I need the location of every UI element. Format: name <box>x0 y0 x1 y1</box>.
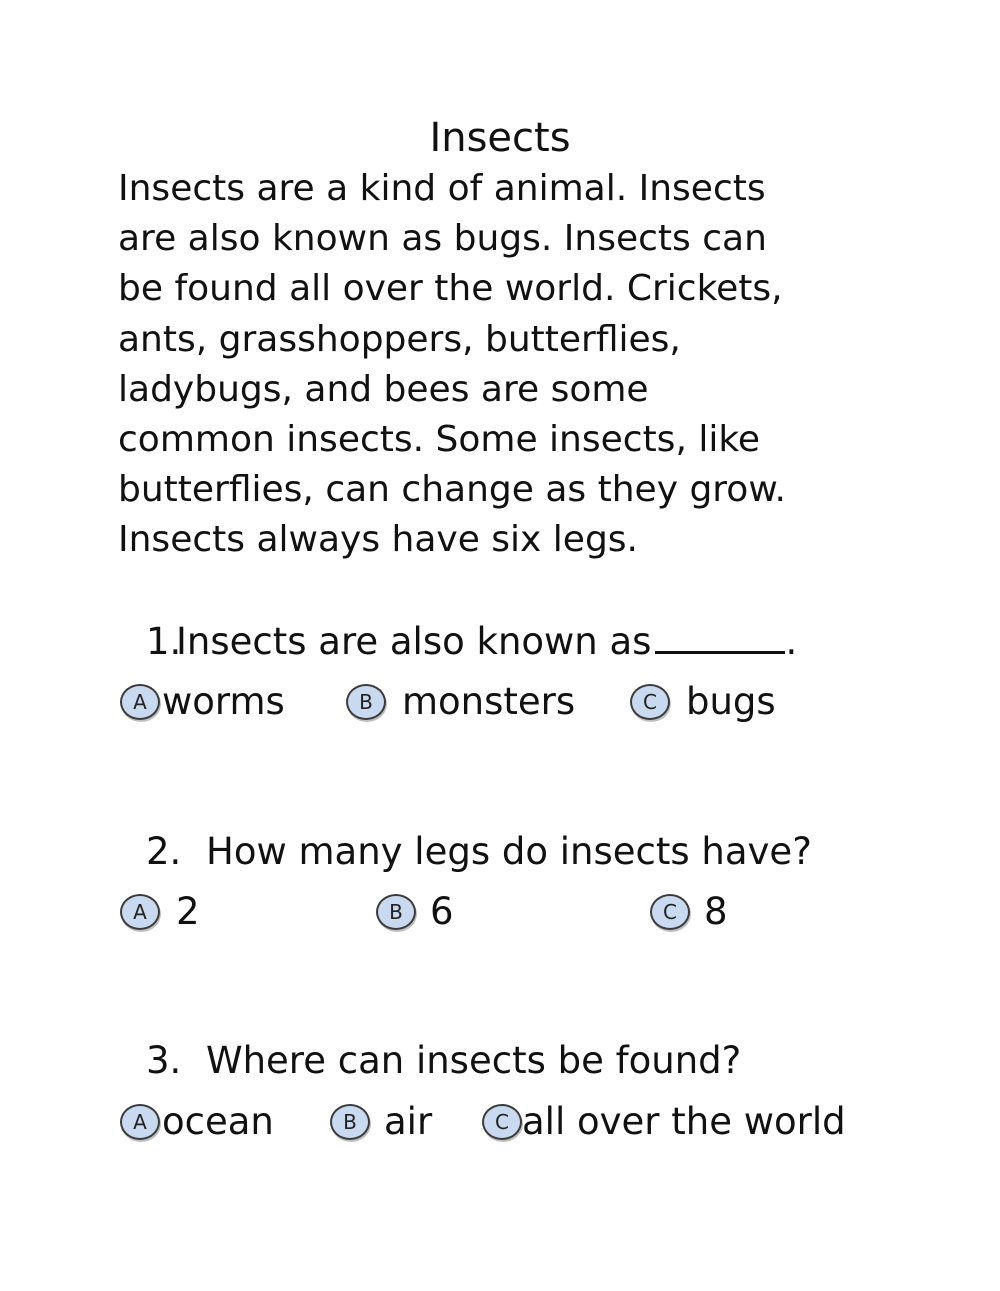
q1-option-a[interactable] <box>120 678 285 726</box>
question-2 <box>146 828 812 876</box>
question-text: Where can insects be found? <box>206 1039 742 1082</box>
question-3 <box>146 1037 741 1085</box>
passage-line: ladybugs, and bees are some <box>118 368 649 410</box>
option-text: ocean <box>162 1100 274 1143</box>
page-title: Insects <box>429 115 571 161</box>
question-text: Insects are also known as <box>176 620 652 663</box>
option-bubble-b[interactable]: B <box>330 1104 370 1140</box>
option-text: worms <box>162 680 285 723</box>
passage-line: are also known as bugs. Insects can <box>118 218 767 260</box>
option-text: bugs <box>686 680 776 723</box>
option-text: monsters <box>402 680 576 723</box>
option-bubble-c[interactable]: C <box>630 684 670 720</box>
option-text: 6 <box>430 890 454 933</box>
question-text: How many legs do insects have? <box>206 830 812 873</box>
passage-line: be found all over the world. Crickets, <box>118 268 783 310</box>
q3-option-b[interactable] <box>330 1098 432 1146</box>
reading-passage <box>118 164 898 566</box>
option-bubble-a[interactable]: A <box>120 684 160 720</box>
q1-option-b[interactable] <box>346 678 575 726</box>
q2-option-c[interactable] <box>650 888 728 936</box>
option-bubble-c[interactable]: C <box>650 894 690 930</box>
answer-blank <box>655 623 785 654</box>
question-number: 1. <box>146 620 182 663</box>
option-bubble-b[interactable]: B <box>376 894 416 930</box>
question-trailing: . <box>785 620 798 663</box>
passage-line: butterflies, can change as they grow. <box>118 469 786 511</box>
q1-option-c[interactable] <box>630 678 776 726</box>
option-bubble-a[interactable]: A <box>120 894 160 930</box>
option-text: all over the world <box>522 1100 846 1143</box>
option-text: 8 <box>704 890 728 933</box>
q2-option-b[interactable] <box>376 888 454 936</box>
option-text: 2 <box>176 890 200 933</box>
question-1 <box>146 618 797 666</box>
question-number: 3. <box>146 1039 182 1082</box>
option-bubble-a[interactable]: A <box>120 1104 160 1140</box>
option-bubble-b[interactable]: B <box>346 684 386 720</box>
option-bubble-c[interactable]: C <box>482 1104 522 1140</box>
q3-option-a[interactable] <box>120 1098 274 1146</box>
q3-option-c[interactable] <box>482 1098 846 1146</box>
q2-option-a[interactable] <box>120 888 200 936</box>
option-text: air <box>384 1100 433 1143</box>
passage-line: ants, grasshoppers, butterflies, <box>118 318 681 360</box>
passage-line: Insects are a kind of animal. Insects <box>118 168 766 209</box>
passage-line: Insects always have six legs. <box>118 519 638 561</box>
question-number: 2. <box>146 830 182 873</box>
passage-line: common insects. Some insects, like <box>118 419 761 461</box>
